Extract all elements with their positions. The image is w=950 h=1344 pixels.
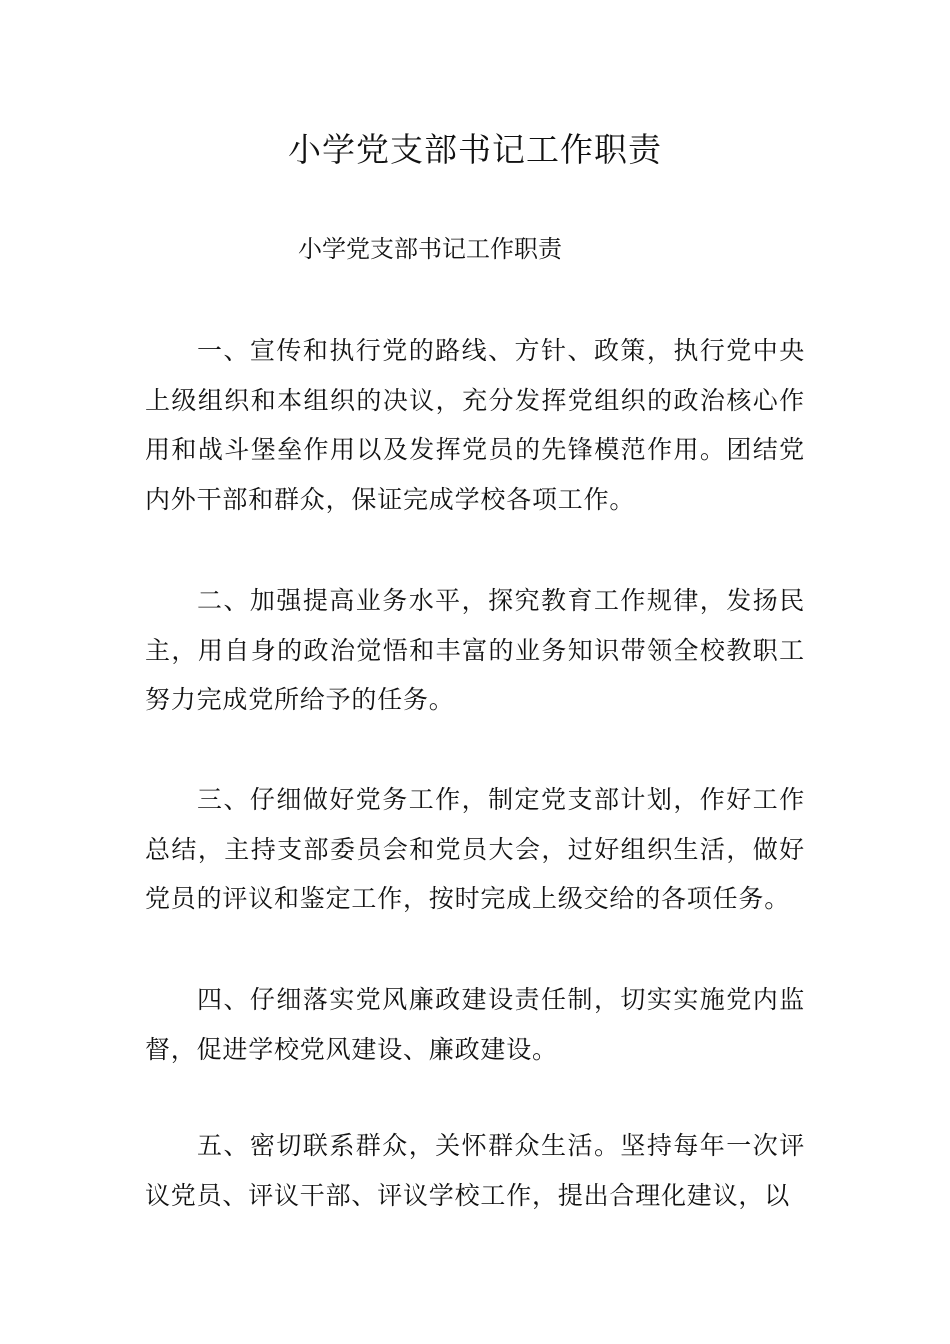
paragraph-3: 三、仔细做好党务工作，制定党支部计划，作好工作总结，主持支部委员会和党员大会，过好组织生活，做好党员的评议和鉴定工作，按时完成上级交给的各项任务。 xyxy=(145,785,805,913)
document-subtitle: 小学党支部书记工作职责 xyxy=(298,235,562,263)
paragraph-2: 二、加强提高业务水平，探究教育工作规律，发扬民主，用自身的政治觉悟和丰富的业务知识带领全校教职工努力完成党所给予的任务。 xyxy=(145,586,805,714)
paragraph-1: 一、宣传和执行党的路线、方针、政策，执行党中央上级组织和本组织的决议，充分发挥党组织的政治核心作用和战斗堡垒作用以及发挥党员的先锋模范作用。团结党内外干部和群众，保证完成学校各项工作。 xyxy=(145,336,805,514)
paragraph-5: 五、密切联系群众，关怀群众生活。坚持每年一次评议党员、评议干部、评议学校工作，提出合理化建议，以 xyxy=(145,1131,805,1210)
document-title: 小学党支部书记工作职责 xyxy=(288,130,662,169)
paragraph-4: 四、仔细落实党风廉政建设责任制，切实实施党内监督，促进学校党风建设、廉政建设。 xyxy=(145,985,805,1064)
